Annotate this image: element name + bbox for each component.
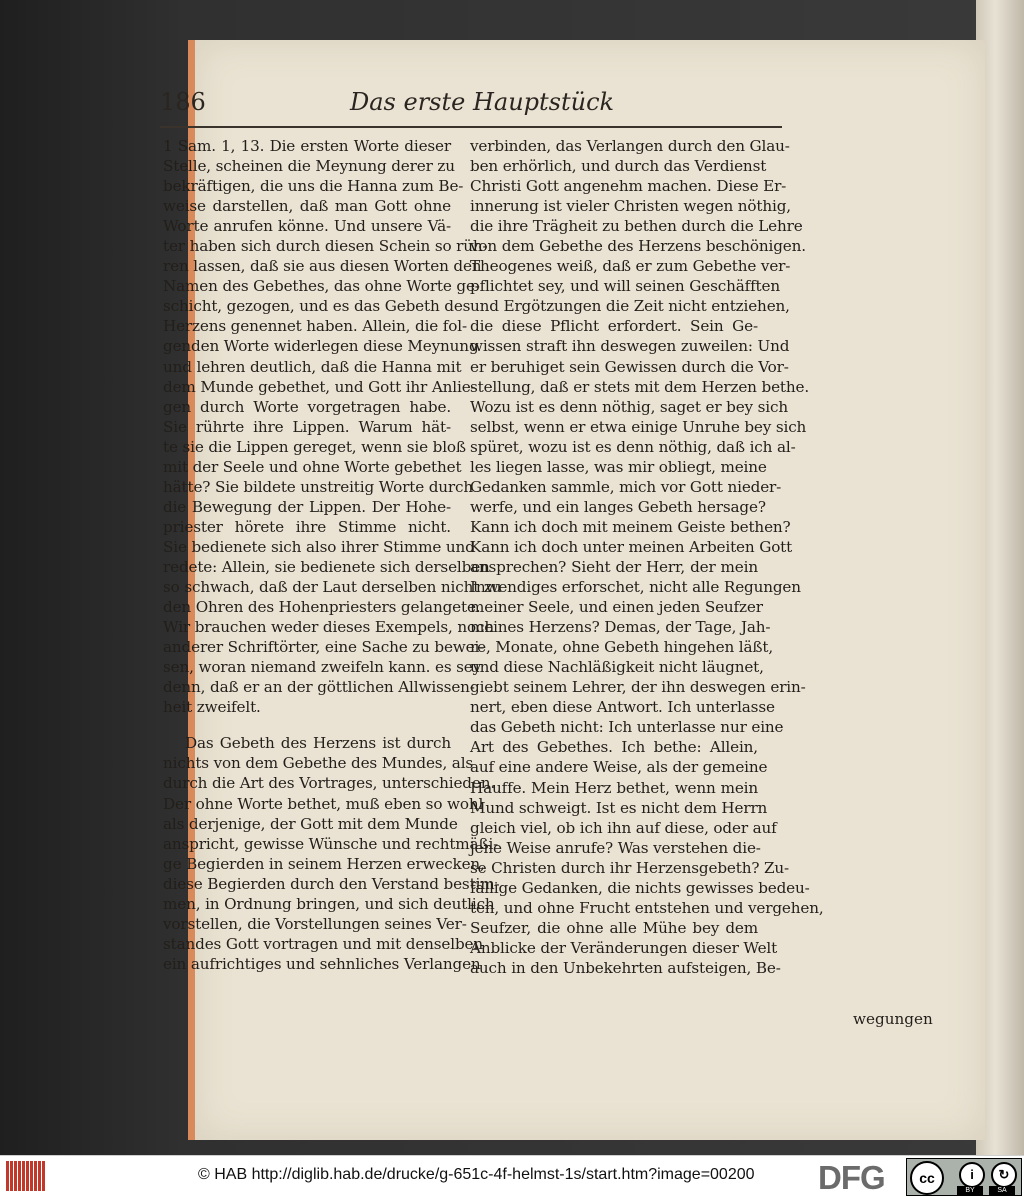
text-line: die ihre Trägheit zu bethen durch die Lehre [470,217,803,236]
text-line: diese Begierden durch den Verstand bestim- [163,874,500,893]
text-line: ren lassen, daß sie aus diesen Worten den [163,257,482,276]
text-line: Gedanken sammle, mich vor Gott nieder- [470,477,782,496]
text-line: wissen straft ihn deswegen zuweilen: Und [470,337,790,356]
paragraph-gap [163,717,451,733]
text-line: spüret, wozu ist es denn nöthig, daß ich al- [470,437,796,456]
text-line: Theogenes weiß, daß er zum Gebethe ver- [470,257,791,276]
text-line: Sie bedienete sich also ihrer Stimme und [163,537,475,556]
text-line: Sie rührte ihre Lippen. Warum hät- [163,417,451,436]
text-line: vorstellen, die Vorstellungen seines Ver- [163,914,467,933]
text-line: schicht, gezogen, und es das Gebeth des [163,297,471,316]
footer-bar [0,1155,1024,1197]
running-head [160,88,780,124]
text-line: fällige Gedanken, die nichts gewisses bedeu- [470,878,810,897]
text-line: Wozu ist es denn nöthig, saget er bey sich [470,397,788,416]
text-line: meines Herzens? Demas, der Tage, Jah- [470,618,771,637]
text-line: denn, daß er an der göttlichen Allwissen- [163,678,475,697]
text-line: so schwach, daß der Laut derselben nicht zu [163,578,502,597]
running-title: Das erste Hauptstück [350,88,615,116]
share-alike-icon: ↻ [991,1162,1017,1188]
text-line: giebt seinem Lehrer, der ihn deswegen erin- [470,678,806,697]
catchword: wegungen [853,1010,933,1028]
text-line: Anblicke der Veränderungen dieser Welt [470,938,778,957]
text-line: Christi Gott angenehm machen. Diese Er- [470,177,787,196]
page-number: 186 [160,88,206,116]
text-line: Mund schweigt. Ist es nicht dem Herrn [470,798,768,817]
text-line: nert, eben diese Antwort. Ich unterlasse [470,698,775,717]
text-line: das Gebeth nicht: Ich unterlasse nur eine [470,718,784,737]
by-attribution-icon: i [959,1162,985,1188]
text-line: Seufzer, die ohne alle Mühe bey dem [470,918,758,937]
text-line: re, Monate, ohne Gebeth hingehen läßt, [470,638,774,657]
text-line: meiner Seele, und einen jeden Seufzer [470,598,763,617]
left-column [163,136,502,974]
text-line: ge Begierden in seinem Herzen erwecken, [163,854,485,873]
text-line: die diese Pflicht erfordert. Sein Ge- [470,317,758,336]
by-label: BY [957,1186,983,1195]
text-line: mit der Seele und ohne Worte gebethet [163,457,462,476]
text-line: auch in den Unbekehrten aufsteigen, Be- [470,958,781,977]
text-line: Der ohne Worte bethet, muß eben so wohl [163,794,484,813]
text-line: te sie die Lippen gereget, wenn sie bloß [163,437,466,456]
text-line: innerung ist vieler Christen wegen nöthig, [470,197,791,216]
text-line: heit zweifelt. [163,698,261,717]
text-line: ben erhörlich, und durch das Verdienst [470,157,767,176]
header-rule [160,126,782,128]
text-line: weise darstellen, daß man Gott ohne [163,197,451,216]
text-line: Worte anrufen könne. Und unsere Vä- [163,217,451,236]
text-line: jene Weise anrufe? Was verstehen die- [470,838,761,857]
text-line: verbinden, das Verlangen durch den Glau- [470,137,790,155]
text-line: Kann ich doch mit meinem Geiste bethen? [470,517,791,536]
text-line: Das Gebeth des Herzens ist durch [185,734,451,753]
text-line: gen durch Worte vorgetragen habe. [163,397,451,416]
dfg-logo: DFG [818,1159,885,1196]
text-line: ansprechen? Sieht der Herr, der mein [470,557,758,576]
text-line: ter haben sich durch diesen Schein so rüh- [163,237,488,256]
text-line: bekräftigen, die uns die Hanna zum Be- [163,177,464,196]
text-line: und diese Nachläßigkeit nicht läugnet, [470,658,764,677]
right-column [470,136,824,978]
text-line: Kann ich doch unter meinen Arbeiten Gott [470,537,793,556]
cc-license-badge[interactable] [906,1158,1022,1196]
text-line: von dem Gebethe des Herzens beschönigen. [470,237,806,256]
text-line: se Christen durch ihr Herzensgebeth? Zu- [470,858,790,877]
text-line: ein aufrichtiges und sehnliches Verlangen [163,954,481,973]
text-line: die Bewegung der Lippen. Der Hohe- [163,497,451,516]
text-line: redete: Allein, sie bedienete sich derselben [163,557,490,576]
text-line: selbst, wenn er etwa einige Unruhe bey sich [470,417,807,436]
text-line: nichts von dem Gebethe des Mundes, als [163,754,474,773]
text-line: anderer Schriftörter, eine Sache zu bewei- [163,638,485,657]
text-line: Wir brauchen weder dieses Exempels, noch [163,618,495,637]
text-line: anspricht, gewisse Wünsche und rechtmäßi- [163,834,499,853]
text-line: Hauffe. Mein Herz bethet, wenn mein [470,778,758,797]
text-line: pflichtet sey, und will seinen Geschäfften [470,277,780,296]
text-line: Inwendiges erforschet, nicht alle Regungen [470,578,801,597]
text-line: werfe, und ein langes Gebeth hersage? [470,497,766,516]
copyright-link[interactable]: © HAB http://diglib.hab.de/drucke/g-651c-4f-helmst-1s/start.htm?image=00200 [198,1166,755,1183]
text-line: Herzens genennet haben. Allein, die fol- [163,317,467,336]
text-line: gleich viel, ob ich ihn auf diese, oder auf [470,818,777,837]
text-line: dem Munde gebethet, und Gott ihr Anlie- [163,377,476,396]
text-line: stellung, daß er stets mit dem Herzen bethe. [470,377,810,396]
text-line: men, in Ordnung bringen, und sich deutlich [163,894,495,913]
text-line: durch die Art des Vortrages, unterschieden. [163,774,496,793]
text-line: auf eine andere Weise, als der gemeine [470,758,768,777]
text-line: 1 Sam. 1, 13. Die ersten Worte dieser [163,137,451,155]
text-line: sen, woran niemand zweifeln kann. es sey [163,658,482,677]
text-line: genden Worte widerlegen diese Meynung [163,337,479,356]
text-line: Stelle, scheinen die Meynung derer zu [163,157,455,176]
text-line: Namen des Gebethes, das ohne Worte ge- [163,277,480,296]
text-line: hätte? Sie bildete unstreitig Worte durch [163,477,474,496]
text-line: und Ergötzungen die Zeit nicht entziehen, [470,297,790,316]
text-line: und lehren deutlich, daß die Hanna mit [163,357,462,376]
cc-icon: cc [910,1161,944,1195]
text-line: priester hörete ihre Stimme nicht. [163,517,451,536]
hab-logo-icon [6,1161,46,1191]
text-line: den Ohren des Hohenpriesters gelangete. [163,598,481,617]
text-line: er beruhiget sein Gewissen durch die Vor- [470,357,789,376]
text-line: les liegen lasse, was mir obliegt, meine [470,457,767,476]
text-line: ten, und ohne Frucht entstehen und vergehen, [470,898,824,917]
text-line: Art des Gebethes. Ich bethe: Allein, [470,738,758,757]
text-line: als derjenige, der Gott mit dem Munde [163,814,458,833]
text-line: standes Gott vortragen und mit denselben [163,934,484,953]
sa-label: SA [989,1186,1015,1195]
